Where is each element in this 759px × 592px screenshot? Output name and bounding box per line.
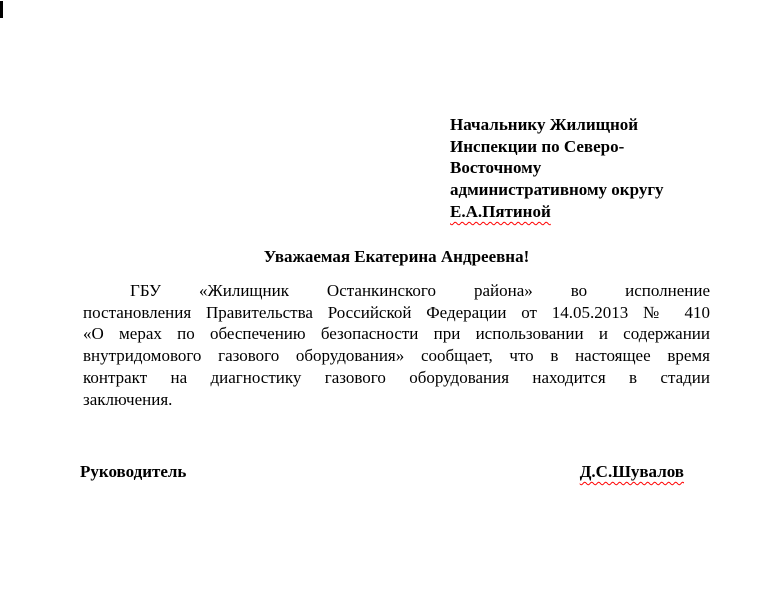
recipient-line-name: [450, 201, 700, 223]
body-line: постановления Правительства Российской Федерации от 14.05.2013 № 410: [83, 302, 710, 322]
text-cursor: [0, 1, 3, 18]
letter-body: [83, 280, 710, 410]
body-line: внутридомового газового оборудования» сообщает, что в настоящее время: [83, 346, 710, 366]
recipient-name-misspelled: Е.А.Пятиной: [450, 201, 551, 221]
recipient-line: Восточному: [450, 158, 542, 178]
salutation: Уважаемая Екатерина Андреевна!: [263, 247, 530, 266]
signature-row: [80, 461, 684, 483]
signature-title: Руководитель: [80, 462, 187, 481]
recipient-line: Инспекции по Северо-: [450, 136, 625, 156]
signature-name-misspelled: Д.С.Шувалов: [579, 462, 684, 481]
body-line: «О мерах по обеспечению безопасности при использовании и содержании: [83, 324, 710, 344]
body-line: контракт на диагностику газового оборудования находится в стадии: [83, 367, 710, 387]
recipient-block: [450, 114, 700, 223]
body-line: ГБУ «Жилищник Останкинского района» во исполнение: [130, 281, 710, 300]
recipient-line: Начальнику Жилищной: [450, 115, 639, 134]
recipient-line: административному округу: [450, 180, 664, 200]
body-line: заключения.: [83, 389, 173, 409]
